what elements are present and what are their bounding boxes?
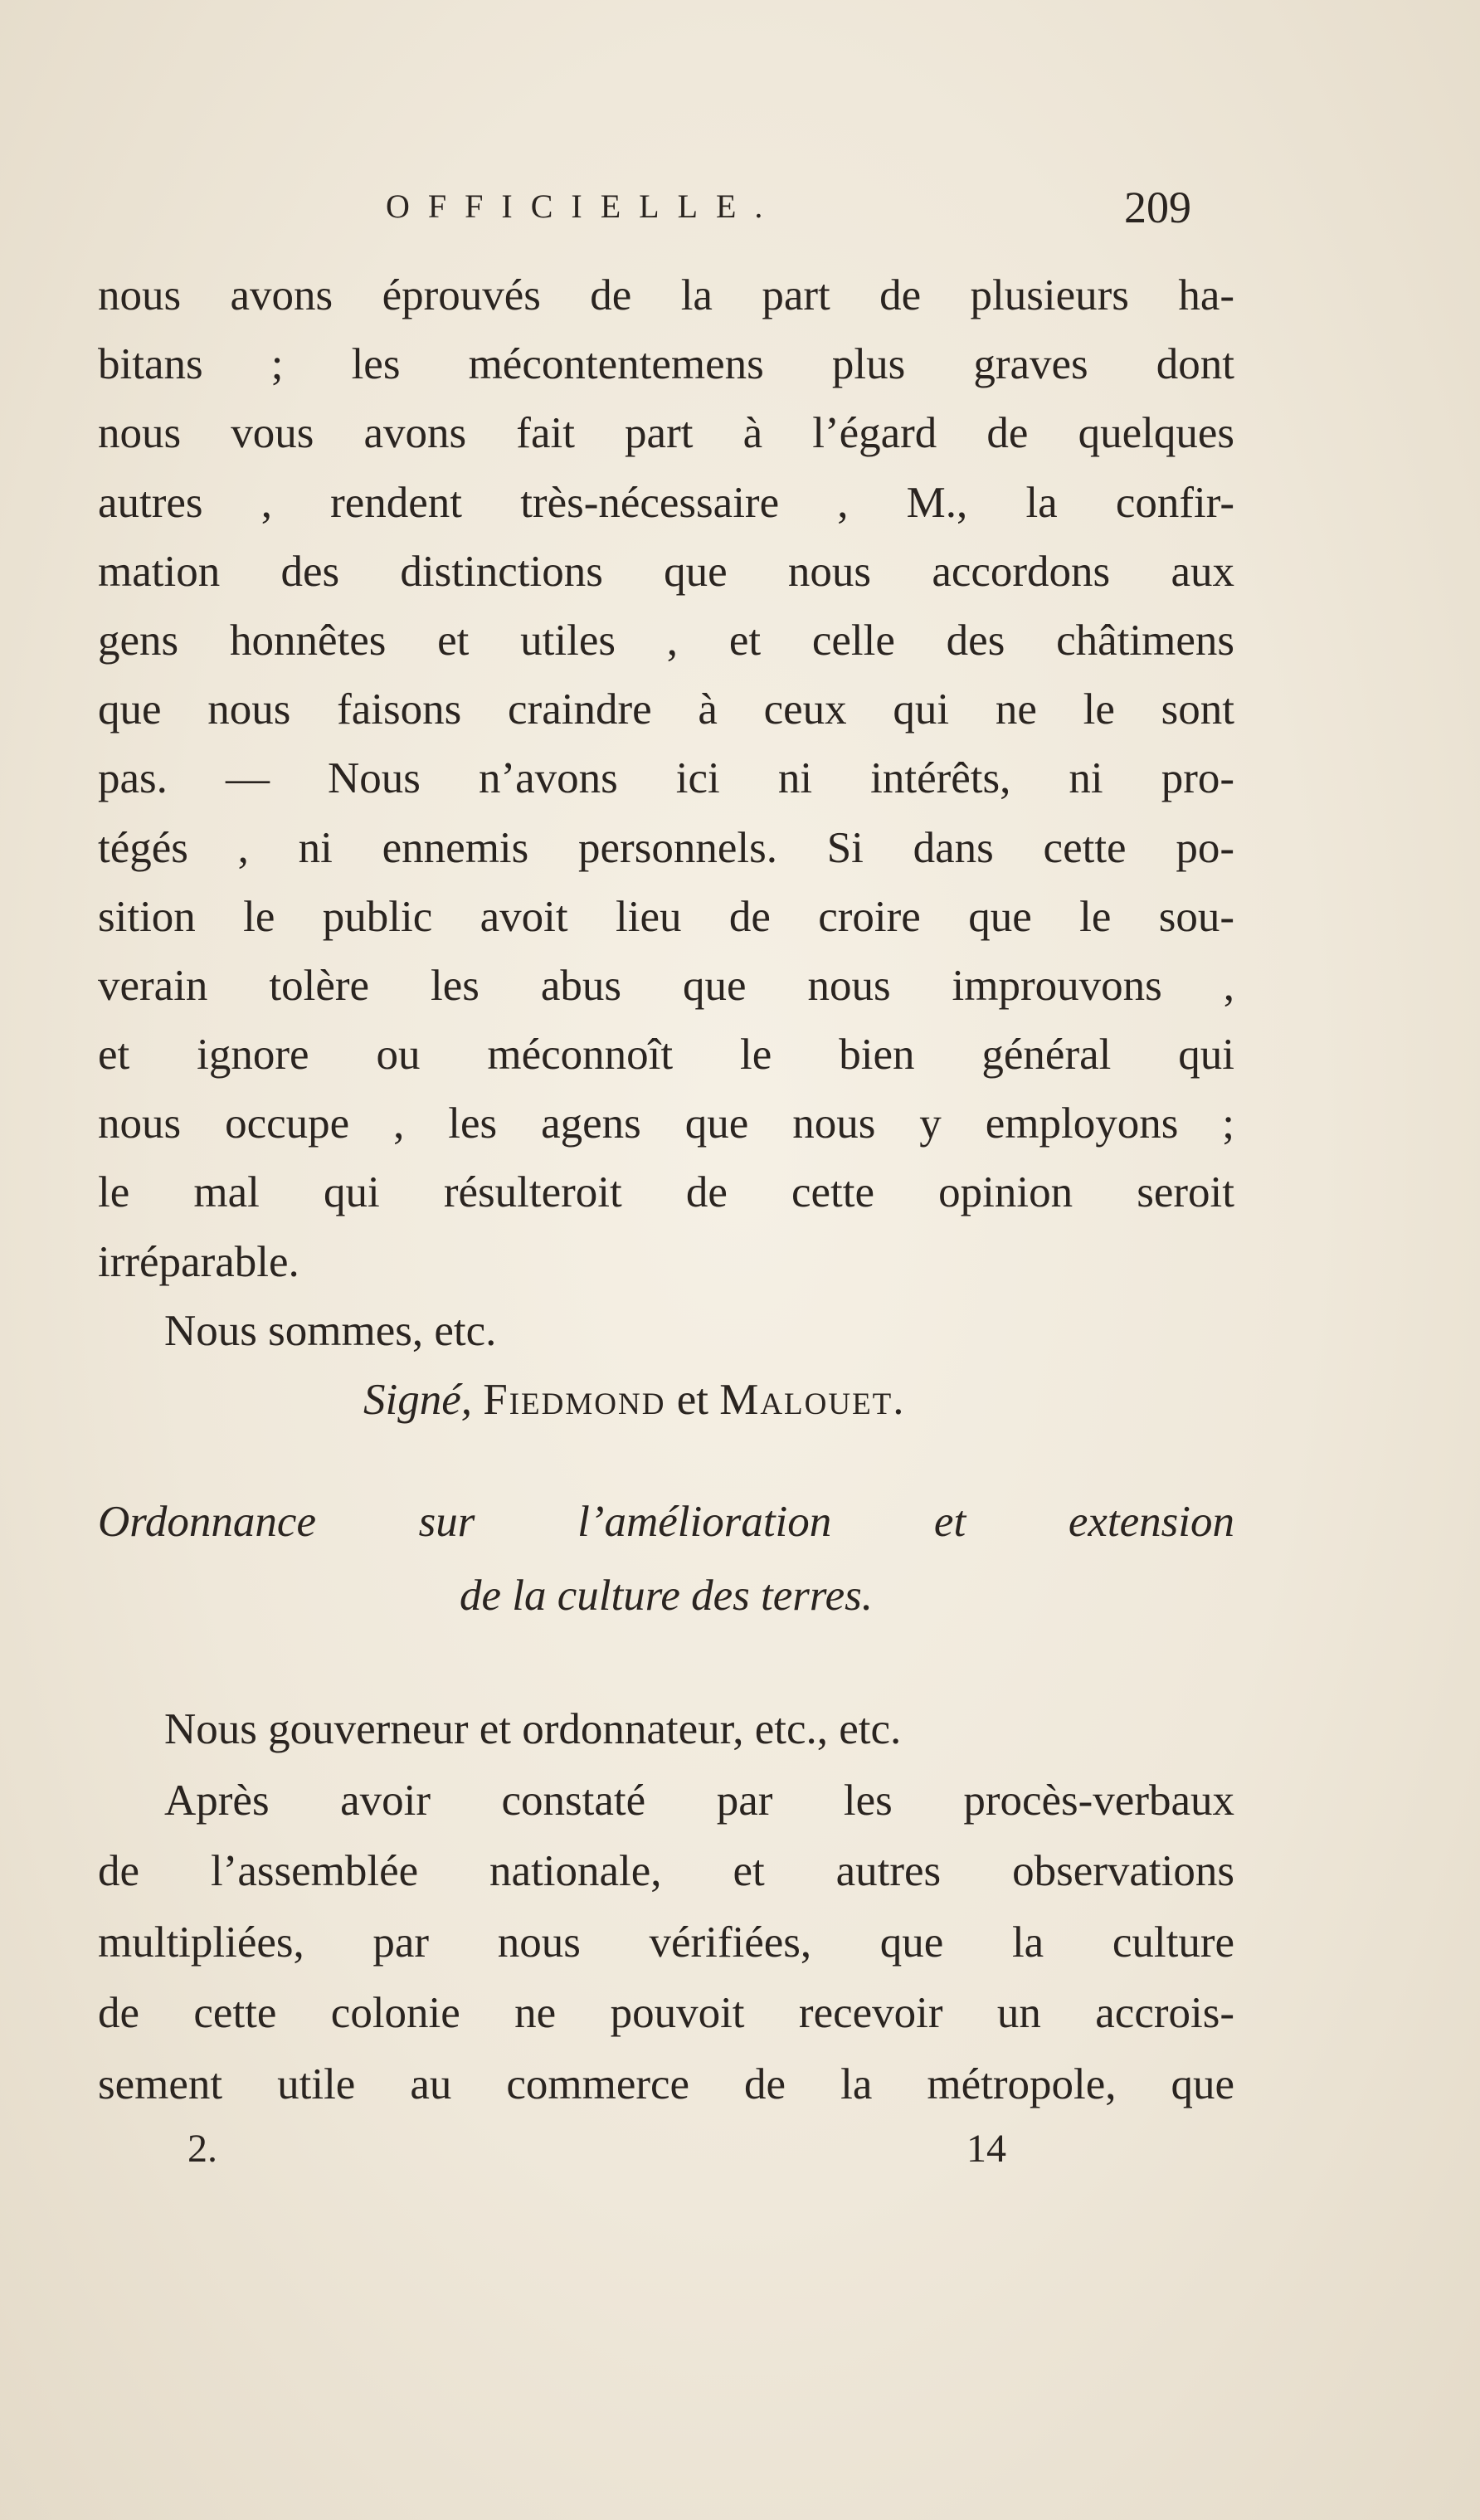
heading-line-1: Ordonnance sur l’amélioration et extension	[98, 1498, 1234, 1546]
text-line: nous avons éprouvés de la part de plusieurs ha-	[98, 271, 1234, 319]
text-line: sition le public avoit lieu de croire que le sou-	[98, 892, 1234, 941]
heading-line-2: de la culture des terres.	[460, 1572, 873, 1620]
text-line: et ignore ou méconnoît le bien général qui	[98, 1031, 1234, 1080]
text-line: que nous faisons craindre à ceux qui ne le sont	[98, 685, 1234, 734]
text-line: Nous gouverneur et ordonnateur, etc., etc.	[164, 1705, 902, 1753]
text-line: tégés , ni ennemis personnels. Si dans cette po-	[98, 823, 1234, 872]
signature-line	[98, 1366, 1234, 1435]
page-footer	[0, 2126, 1480, 2184]
signatory-fiedmond: Fiedmond	[483, 1376, 666, 1424]
text-line: irréparable.	[98, 1237, 299, 1286]
text-line: autres , rendent très-nécessaire , M., la confir-	[98, 478, 1234, 527]
text-line: nous vous avons fait part à l’égard de quelques	[98, 409, 1234, 458]
letter-text	[98, 261, 1234, 1435]
text-line: mation des distinctions que nous accordons aux	[98, 547, 1234, 596]
text-line: nous occupe , les agens que nous y employons ;	[98, 1099, 1234, 1148]
text-line: sement utile au commerce de la métropole, que	[98, 2059, 1234, 2108]
sheet-number: 14	[966, 2127, 1006, 2171]
ordinance-text	[98, 1694, 1234, 2120]
running-head: OFFICIELLE.	[386, 188, 781, 225]
text-line: bitans ; les mécontentemens plus graves dont	[98, 340, 1234, 389]
text-line: de cette colonie ne pouvoit recevoir un accrois-	[98, 1989, 1234, 2037]
closing-line: Nous sommes, etc.	[164, 1306, 497, 1355]
text-line: multipliées, par nous vérifiées, que la culture	[98, 1918, 1234, 1967]
text-line: gens honnêtes et utiles , et celle des châtimens	[98, 616, 1234, 665]
section-heading	[98, 1485, 1234, 1633]
signature-conjunction: et	[676, 1376, 708, 1424]
text-line: pas. — Nous n’avons ici ni intérêts, ni pro-	[98, 754, 1234, 803]
page-header	[0, 183, 1480, 245]
signature-mark: 2.	[187, 2127, 217, 2171]
signatory-malouet: Malouet.	[719, 1376, 906, 1424]
text-line: verain tolère les abus que nous improuvons ,	[98, 961, 1234, 1010]
text-line: le mal qui résulteroit de cette opinion seroit	[98, 1168, 1234, 1217]
text-line: de l’assemblée nationale, et autres observations	[98, 1847, 1234, 1895]
text-line: Après avoir constaté par les procès-verbaux	[164, 1776, 1234, 1825]
signature-prefix: Signé,	[363, 1376, 472, 1424]
page-number: 209	[1124, 183, 1191, 232]
